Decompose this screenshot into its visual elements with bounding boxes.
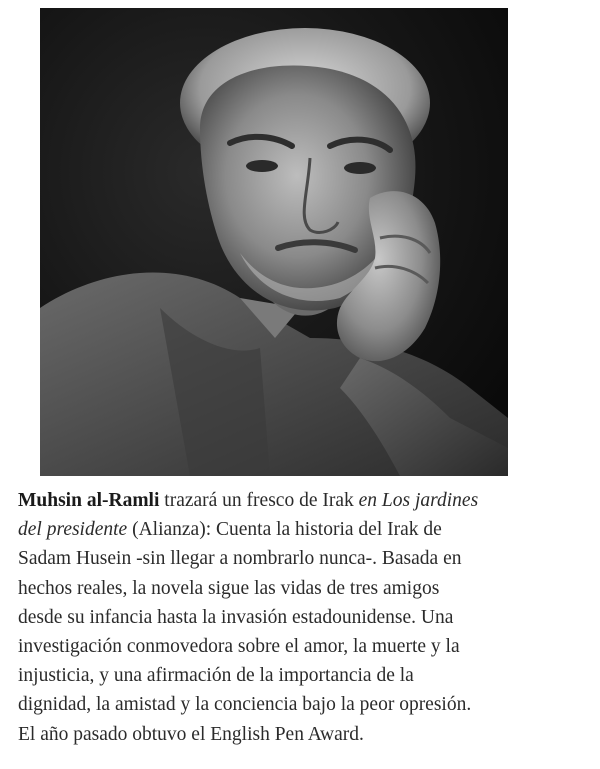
caption-line: Sadam Husein -sin llegar a nombrarlo nunca-. Basada en bbox=[18, 548, 462, 570]
caption-line: investigación conmovedora sobre el amor, la muerte y la bbox=[18, 635, 460, 657]
caption-line: El año pasado obtuvo el English Pen Award. bbox=[18, 723, 364, 745]
caption-line: hechos reales, la novela sigue las vidas de tres amigos bbox=[18, 577, 440, 599]
caption-line: Muhsin al-Ramli trazará un fresco de Irak en Los jardines bbox=[18, 490, 479, 511]
caption-line: dignidad, la amistad y la conciencia bajo la peor opresión. bbox=[18, 694, 472, 716]
author-portrait-photo bbox=[40, 8, 508, 476]
book-title: en Los jardines bbox=[358, 490, 479, 511]
book-title-continued: del presidente bbox=[18, 519, 128, 541]
portrait-illustration bbox=[40, 8, 508, 476]
article-caption bbox=[18, 486, 593, 749]
caption-line: desde su infancia hasta la invasión estadounidense. Una bbox=[18, 606, 454, 628]
caption-line: del presidente (Alianza): Cuenta la historia del Irak de bbox=[18, 519, 442, 541]
author-name: Muhsin al-Ramli bbox=[18, 490, 160, 511]
caption-line: injusticia, y una afirmación de la importancia de la bbox=[18, 665, 414, 687]
